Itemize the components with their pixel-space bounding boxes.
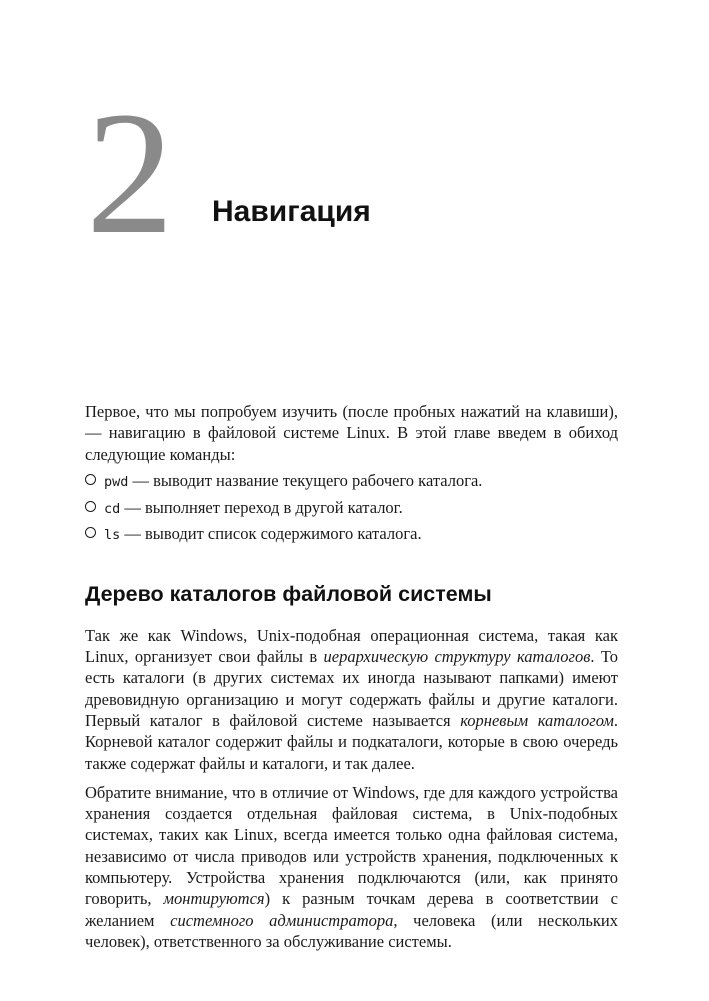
list-item (85, 470, 618, 493)
command-description: — выводит список содержимого каталога. (120, 524, 422, 544)
command-name: pwd (104, 473, 129, 490)
page-content (85, 401, 618, 952)
command-entry (104, 497, 403, 520)
circle-bullet-icon (85, 501, 96, 512)
command-description: — выполняет переход в другой каталог. (120, 497, 403, 517)
command-name: cd (104, 500, 121, 517)
italic-term: иерархическую структуру каталогов (323, 647, 591, 667)
paragraph-text: Так же как Windows, Unix-подобная операционная система, такая как Linux, организует свои файлы в (85, 625, 618, 667)
intro-paragraph: Первое, что мы попробуем изучить (после пробных нажатий на клавиши), — навигацию в файловой системе Linux. В этой главе введем в обиход следующие команды: (85, 402, 618, 464)
italic-term: монтируются (163, 889, 265, 909)
circle-bullet-icon (85, 527, 96, 538)
circle-bullet-icon (85, 474, 96, 485)
command-entry (104, 470, 482, 493)
section-paragraph-1 (85, 625, 618, 774)
paragraph-text: , человека (или нескольких человек), ответственного за обслуживание системы. (85, 910, 618, 951)
italic-term: системного администратора (170, 910, 394, 930)
italic-term: корневым каталогом (460, 710, 614, 730)
paragraph-text: . Корневой каталог содержит файлы и подкаталоги, которые в свою очередь также содержат файлы и каталоги, и так далее. (85, 710, 618, 773)
command-entry (104, 523, 422, 546)
paragraph-text: ) к разным точкам дерева в соответствии с желанием (85, 889, 619, 930)
list-item (85, 523, 618, 546)
chapter-number: 2 (86, 76, 174, 271)
paragraph-text: Обратите внимание, что в отличие от Windows, где для каждого устройства хранения создается отдельная файловая система, в Unix-подобных системах, таких как Linux, всегда имеется только одна файловая система, независимо от числа приводов или устройств хранения, подключенных к компьютеру. Устройства хранения подключаются (или, как принято говорить, (85, 782, 618, 909)
section-paragraph-2 (85, 782, 618, 952)
paragraph-text: . То есть каталоги (в других системах их иногда называют папками) имеют древовидную организацию и могут содержать файлы и другие каталоги. Первый каталог в файловой системе называется (85, 647, 618, 730)
section-heading: Дерево каталогов файловой системы (85, 581, 492, 606)
command-description: — выводит название текущего рабочего каталога. (128, 470, 483, 490)
chapter-title: Навигация (212, 195, 371, 228)
command-name: ls (104, 527, 121, 544)
list-item (85, 497, 618, 520)
command-list (85, 470, 618, 547)
